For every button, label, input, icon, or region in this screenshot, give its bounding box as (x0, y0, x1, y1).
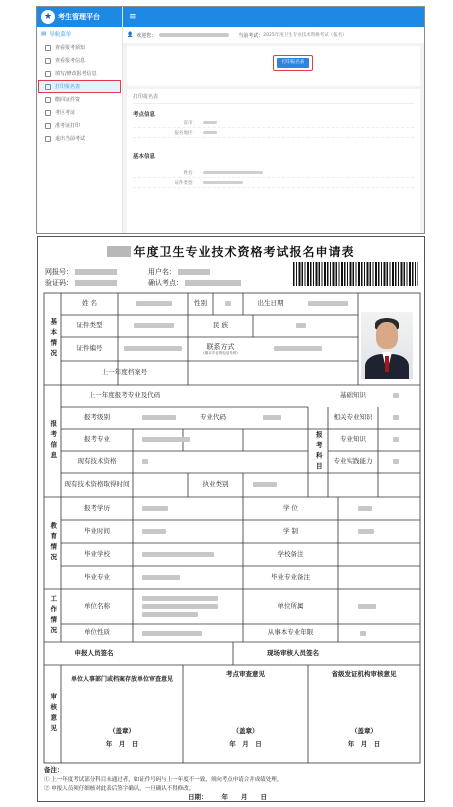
main-content (123, 27, 424, 233)
seal-hr: （盖章） (109, 727, 135, 736)
label-school-note: 学校备注 (277, 549, 304, 558)
label-degree-r: 学 位 (282, 503, 299, 512)
field-label: 证件类型： (174, 180, 197, 186)
sidebar (37, 7, 123, 233)
label-level: 报考级别 (84, 413, 110, 422)
redacted-value (393, 459, 399, 464)
label-school: 毕业学校 (84, 549, 110, 558)
label-subject-professional: 专业知识 (340, 435, 366, 444)
field-row (133, 128, 414, 138)
label-sign-applicant: 申报人员签名 (74, 648, 114, 657)
note-1: ① 上一年度考试部分科目未通过者，如证件号码与上一年度不一致，须向考点申请合并成绩处理。 (44, 777, 283, 783)
redacted-value (142, 437, 190, 442)
sidebar-item-label: 考区考证 (55, 110, 76, 116)
label-spec-code: 专业代码 (200, 413, 226, 422)
panel-title: 打印报名表 (133, 93, 414, 104)
section-basic-label: 基本情况 (49, 318, 58, 360)
notes-title: 备注： (44, 766, 64, 774)
redacted-value (142, 612, 198, 617)
redacted-value (358, 506, 372, 511)
sidebar-item-label: 查看报考信息 (55, 58, 86, 64)
section-review-label: 审核意见 (49, 693, 58, 735)
note-2: ② 申报人员须仔细核对此表后签字确认，一旦确认不得修改。 (44, 786, 195, 792)
label-gender: 性别 (194, 299, 207, 308)
current-exam-value: 2025年度卫生专业技术资格考试（报名） (263, 33, 347, 38)
label-practice-type: 执业类别 (202, 480, 229, 489)
sidebar-item-exam-area[interactable] (38, 106, 121, 119)
nav-header[interactable] (37, 27, 122, 41)
sidebar-item-label: 准考证打印 (55, 123, 81, 129)
sidebar-item-label: 打印报名表 (55, 84, 81, 90)
label-review-site: 考点审查意见 (226, 670, 265, 679)
label-id-no: 证件编号 (76, 344, 103, 353)
folder-icon (45, 97, 51, 103)
print-icon (45, 84, 51, 90)
label-degree: 报考学历 (84, 503, 110, 512)
date-site: 年 月 日 (229, 740, 262, 749)
contact-note: (填本专业的电话号码) (203, 351, 238, 356)
field-row (133, 118, 414, 128)
redacted-value (142, 552, 214, 557)
label-sign-reviewer: 现场审核人员签名 (267, 648, 319, 657)
redacted-value (393, 437, 399, 442)
label-id-type: 证件类型 (76, 321, 103, 330)
redacted-value (360, 631, 366, 636)
label-area: 单位所属 (277, 601, 304, 610)
sidebar-item-exit-exam[interactable] (38, 132, 121, 145)
sidebar-item-print-form[interactable] (38, 80, 121, 93)
exam-platform-window (36, 6, 425, 234)
redacted-value (124, 346, 182, 351)
redacted-value (253, 482, 277, 487)
app-name: 考生管理平台 (58, 13, 100, 21)
label-grad-time: 毕业时间 (84, 526, 110, 535)
label-last-year-file: 上一年度档案号 (101, 368, 148, 377)
print-button-highlight (273, 55, 313, 71)
sidebar-item-label: 查看报考须知 (55, 45, 86, 51)
app-header-logo (37, 7, 122, 27)
seal-cert: （盖章） (351, 727, 377, 736)
redacted-value (393, 415, 399, 420)
label-nature: 单位性质 (84, 628, 110, 637)
redacted-value (142, 506, 168, 511)
label-subject-basic: 基础知识 (340, 391, 366, 400)
edit-icon (45, 71, 51, 77)
section-exam-label: 报考信息 (49, 420, 58, 462)
label-qual-date: 现有技术资格取得时间 (64, 480, 130, 489)
nav-header-label: 导航菜单 (49, 32, 72, 38)
sidebar-item-label: 退出当前考试 (55, 136, 86, 142)
section-edu-label: 教育情况 (49, 522, 58, 564)
redacted-value (203, 121, 217, 124)
sidebar-item-view-info[interactable] (38, 54, 121, 67)
section-exam-site: 考点信息 (133, 112, 156, 118)
redacted-value (225, 301, 231, 306)
label-subject-practice: 专业实践能力 (333, 457, 373, 466)
label-years: 从事本专业年限 (267, 628, 314, 637)
date-cert: 年 月 日 (347, 740, 381, 749)
registration-form (37, 236, 425, 802)
redacted-value (263, 415, 281, 420)
section-work-label: 工作情况 (49, 594, 58, 637)
label-unit: 单位名称 (84, 601, 110, 610)
sidebar-item-notice[interactable] (38, 41, 121, 54)
section-basic-info: 基本信息 (133, 154, 156, 160)
date-value: 年 月 日 (221, 793, 267, 801)
label-review-hr: 单位人事部门或档案存放单位审查意见 (70, 675, 173, 683)
label-birth: 出生日期 (257, 299, 284, 308)
redacted-value (136, 301, 172, 306)
top-bar (123, 7, 424, 27)
verify-code-label: 验证码： (45, 279, 73, 287)
redacted-value (134, 323, 174, 328)
field-row (133, 168, 414, 178)
doc-icon (45, 45, 51, 51)
label-name: 姓 名 (81, 299, 98, 308)
field-row (133, 178, 414, 188)
print-form-panel (127, 89, 420, 234)
label-spec: 报考专业 (84, 435, 110, 444)
label-contact: 联系方式 (206, 342, 235, 351)
label-system: 学 制 (282, 526, 299, 535)
field-label: 姓名： (183, 170, 197, 176)
menu-list-icon: ▤ (41, 31, 47, 37)
net-no-label: 网报号： (45, 268, 73, 276)
hamburger-menu-icon[interactable]: ≡ (129, 12, 137, 22)
label-review-cert: 省级发证机构审核意见 (331, 670, 397, 679)
location-icon (45, 110, 51, 116)
current-exam-label: 当前考试： (238, 32, 264, 39)
label-major: 毕业专业 (84, 572, 110, 581)
welcome-bar (123, 27, 424, 43)
redacted-value (142, 415, 176, 420)
redacted-value (142, 631, 202, 636)
redacted-value (142, 529, 166, 534)
field-label: 报名地区： (174, 130, 197, 136)
sidebar-item-admission-ticket[interactable] (38, 119, 121, 132)
label-ethnicity: 民 族 (212, 321, 229, 330)
seal-site: （盖章） (232, 727, 259, 736)
redacted-value (308, 301, 348, 306)
sidebar-item-edit-info[interactable] (38, 67, 121, 80)
exit-icon (45, 136, 51, 142)
contact-cell (188, 337, 253, 361)
confirm-site-label: 确认考点： (148, 279, 183, 287)
date-hr: 年 月 日 (105, 740, 139, 749)
applicant-photo (361, 312, 413, 379)
redacted-value (203, 181, 243, 184)
sidebar-item-label: 填写/修改报考信息 (55, 71, 97, 77)
redacted-value (358, 604, 376, 609)
redacted-username (159, 33, 229, 37)
redacted-value (203, 131, 217, 134)
redacted-value (142, 575, 180, 580)
redacted-value (274, 346, 322, 351)
section-subject-label: 报考科目 (314, 431, 323, 473)
field-label: 省市： (183, 120, 197, 126)
sidebar-item-label: 缴回证件资 (55, 97, 81, 103)
date-label: 日期： (188, 793, 208, 801)
welcome-label: 欢迎您： (136, 32, 157, 39)
star-logo-icon: ★ (41, 10, 55, 24)
print-form-button[interactable]: 打印报名表 (277, 58, 309, 68)
redacted-value (142, 459, 148, 464)
user-icon: 👤 (127, 32, 134, 38)
sidebar-item-return-docs[interactable] (38, 93, 121, 106)
doc-icon (45, 58, 51, 64)
date-row (188, 792, 267, 801)
photo-tie (385, 356, 389, 372)
label-qual: 现有技术资格 (77, 457, 117, 466)
ticket-icon (45, 123, 51, 129)
form-title-text: 年度卫生专业技术资格考试报名申请表 (133, 245, 355, 259)
print-button-area (127, 46, 420, 86)
redacted-value (142, 596, 218, 601)
photo-face (376, 322, 398, 349)
label-major-note: 毕业专业备注 (271, 572, 310, 581)
redacted-value (358, 529, 374, 534)
redacted-value (296, 323, 306, 328)
redacted-value (393, 393, 399, 398)
username-label: 用户名： (148, 268, 176, 276)
redacted-value (142, 604, 218, 609)
redacted-value (203, 171, 263, 174)
label-last-year-spec: 上一年度报考专业及代码 (88, 391, 161, 400)
label-subject-related: 相关专业知识 (333, 413, 373, 422)
